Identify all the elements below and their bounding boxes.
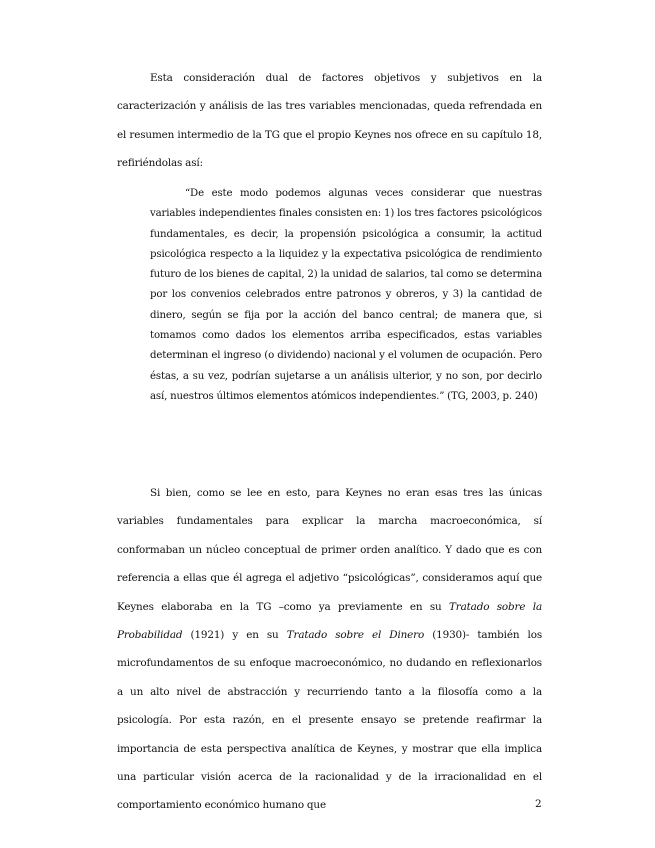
body-paragraph-2 (117, 479, 542, 820)
paragraph-2-text-part-2: (1921) y en su (182, 629, 287, 642)
page-number: 2 (535, 798, 542, 810)
paragraph-2-text-part-3: (1930)- también los microfundamentos de su enfoque macroeconómico, no dudando en reflexionarlos a un alto nivel de abstracción y recurriendo tanto a la filosofía como a la psicología. Por esta razón, en el presente ensayo se pretende reafirmar la importancia de esta perspectiva analítica de Keynes, y mostrar que ella implica una particular visión acerca de la racionalidad y de la irracionalidad en el comportamiento económico humano que (117, 629, 543, 812)
book-title-probabilidad: Tratado sobre la Probabilidad (117, 600, 542, 642)
body-paragraph-1: Esta consideración dual de factores objetivos y subjetivos en la caracterización y análisis de las tres variables mencionadas, queda refrendada en el resumen intermedio de la TG que el propio Keynes nos ofrece en su capítulo 18, refiriéndolas así: (117, 72, 542, 170)
block-quote: “De este modo podemos algunas veces considerar que nuestras variables independientes finales consisten en: 1) los tres factores psicológicos fundamentales, es decir, la propensión psicológica a consumir, la actitud psicológica respecto a la liquidez y la expectativa psicológica de rendimiento futuro de los bienes de capital, 2) la unidad de salarios, tal como se determina por los convenios celebrados entre patronos y obreros, y 3) la cantidad de dinero, según se fija por la acción del banco central; de manera que, si tomamos como dados los elementos arriba especificados, estas variables determinan el ingreso (o dividendo) nacional y el volumen de ocupación. Pero éstas, a su vez, podrían sujetarse a un análisis ulterior, y no son, por decirlo así, nuestros últimos elementos atómicos independientes.” (TG, 2003, p. 240) (150, 188, 542, 402)
book-title-dinero: Tratado sobre el Dinero (286, 629, 425, 642)
paragraph-2-text-part-1: Si bien, como se lee en esto, para Keynes no eran esas tres las únicas variables fundamentales para explicar la marcha macroeconómica, sí conformaban un núcleo conceptual de primer orden analítico. Y dado que es con referencia a ellas que él agrega el adjetivo “psicológicas”, consideramos aquí que Keynes elaboraba en la TG –como ya previamente en su (117, 487, 542, 613)
